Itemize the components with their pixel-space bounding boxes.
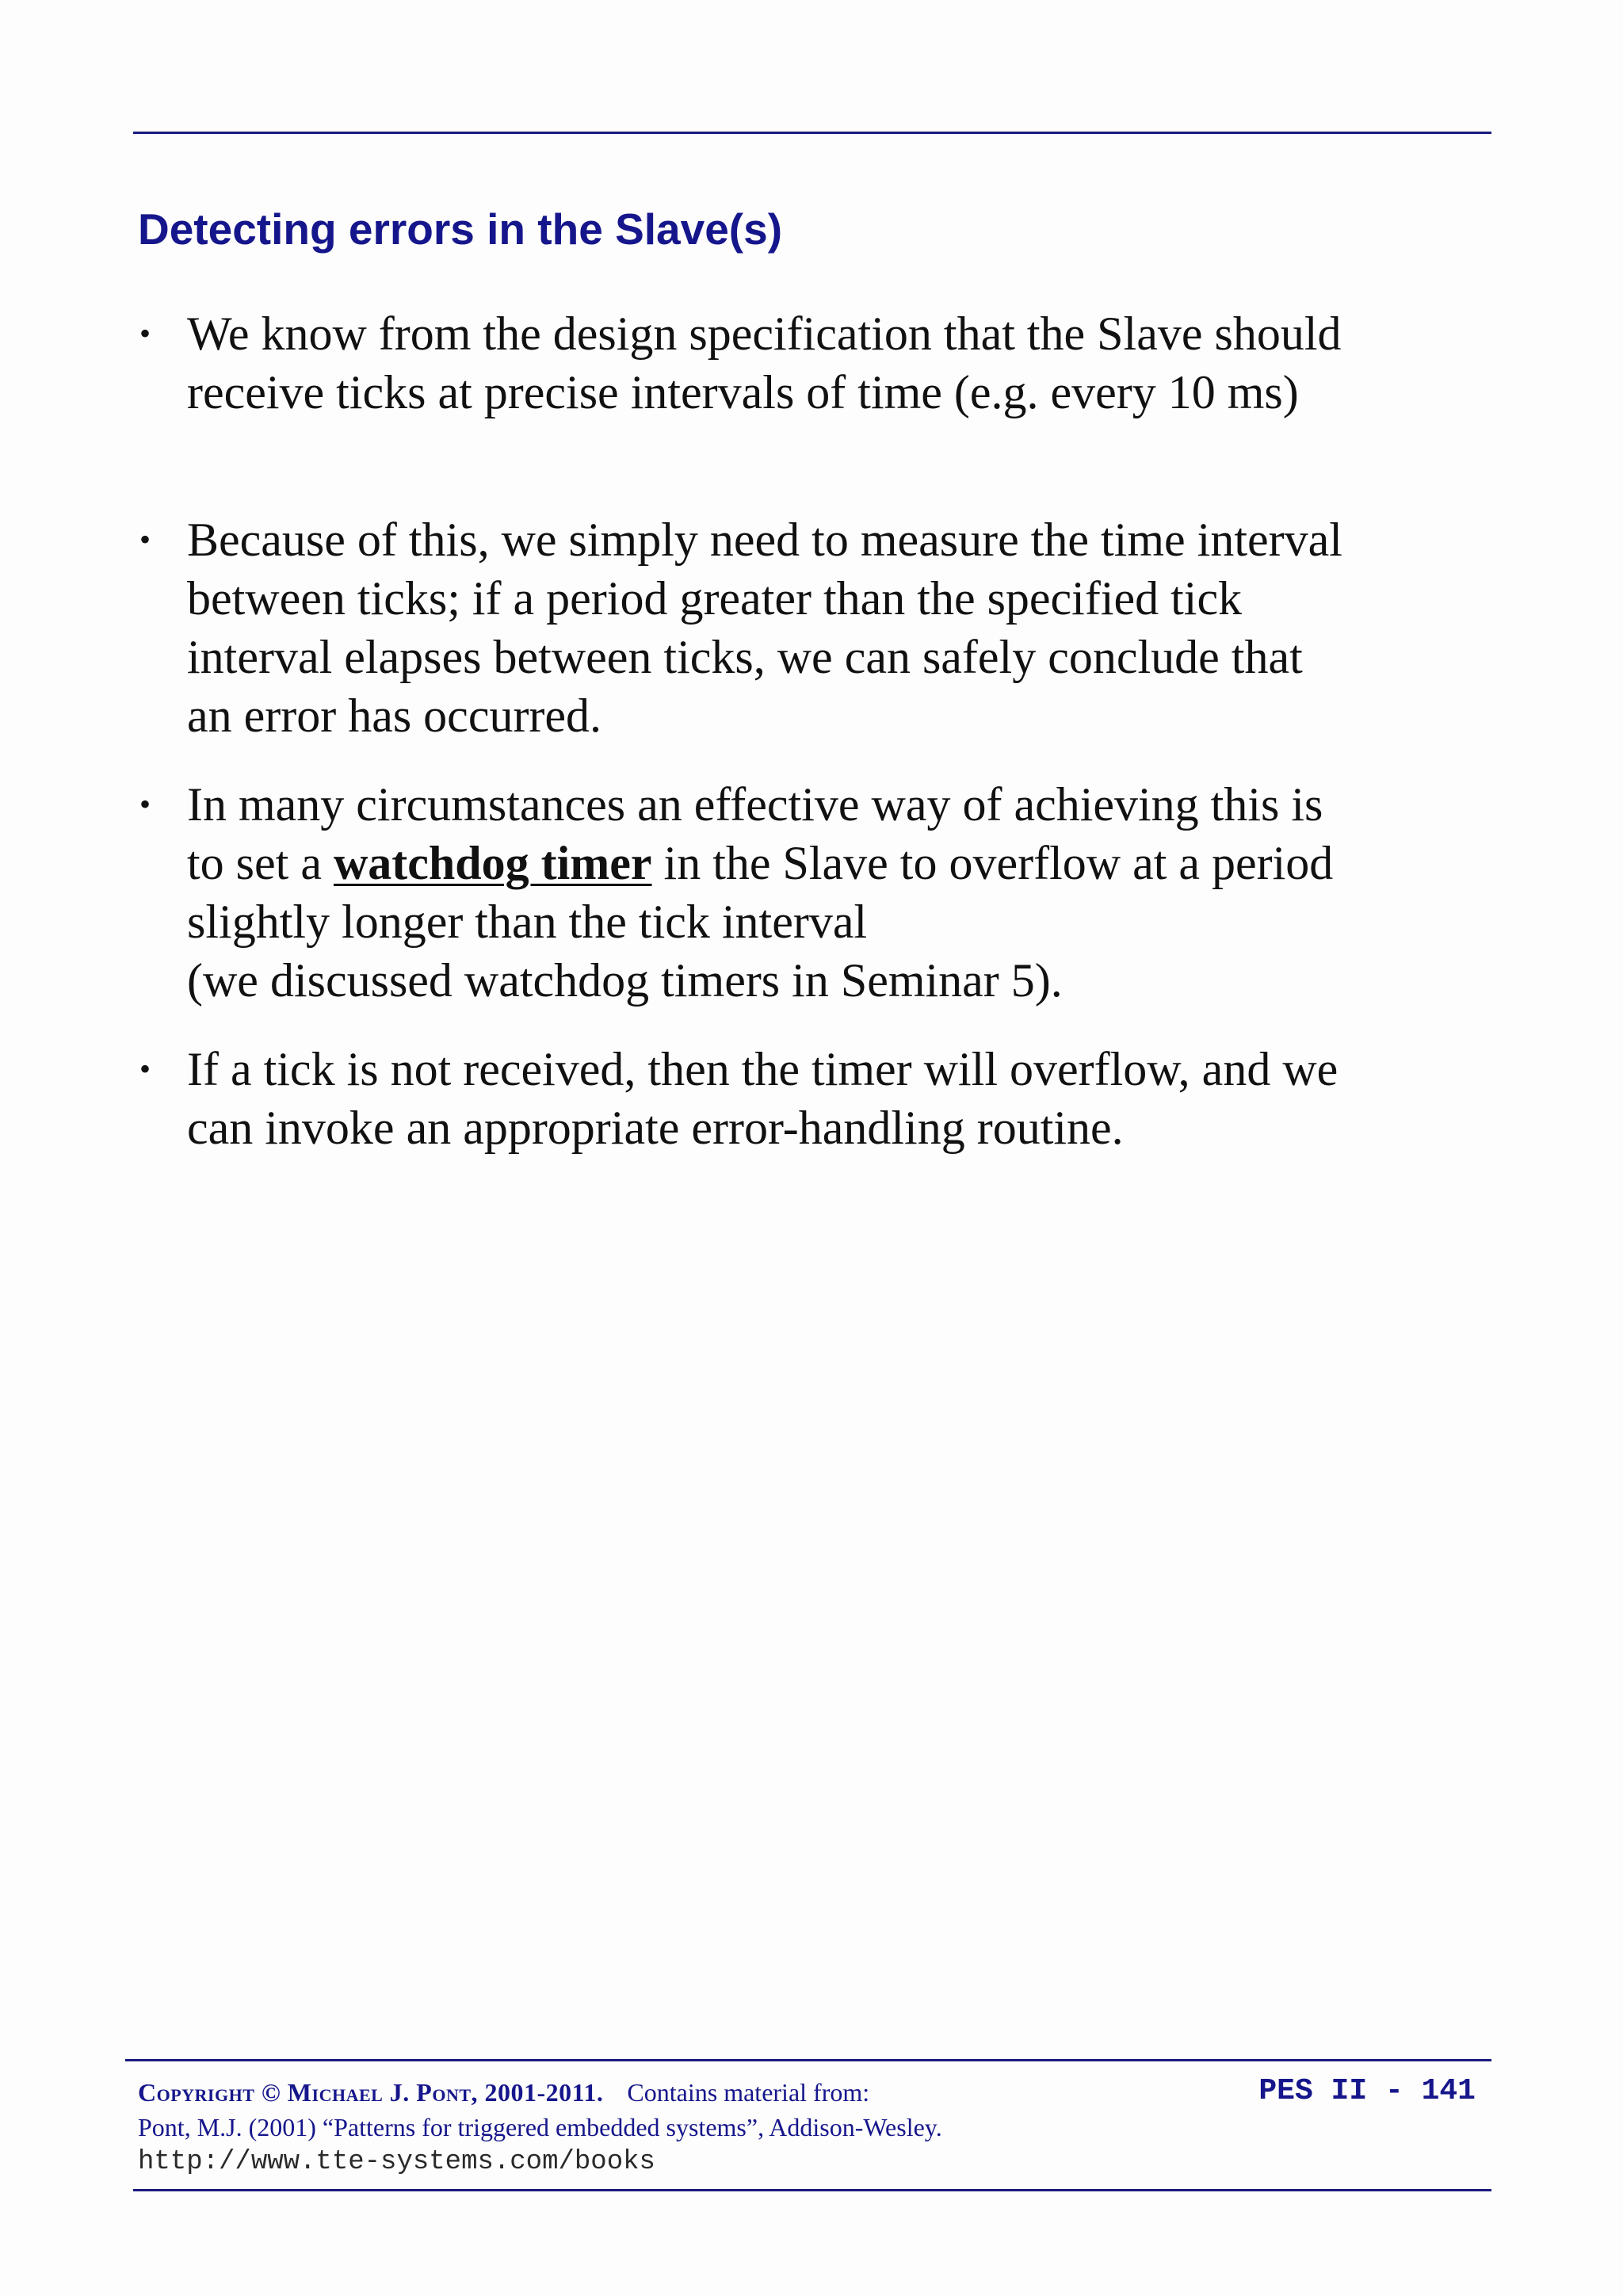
contains-material: Contains material from: <box>627 2078 870 2107</box>
footer-bottom-rule <box>133 2189 1491 2191</box>
bullet-item <box>138 510 1406 745</box>
bullet-line: (we discussed watchdog timers in Seminar 5). <box>187 954 1063 1007</box>
bullet-icon: • <box>139 786 151 822</box>
bullet-line: In many circumstances an effective way of achieving this is <box>187 778 1323 831</box>
bullet-line: If a tick is not received, then the timer will overflow, and we <box>187 1043 1338 1095</box>
footer-line-1 <box>138 2075 942 2110</box>
bullet-line: interval elapses between ticks, we can safely conclude that <box>187 631 1303 683</box>
footer-url: http://www.tte-systems.com/books <box>138 2147 655 2177</box>
bullet-text: in the Slave to overflow at a period <box>651 837 1334 889</box>
bullet-icon: • <box>139 315 151 351</box>
bullet-line: between ticks; if a period greater than the specified tick <box>187 572 1243 625</box>
copyright-notice: Copyright © Michael J. Pont, 2001-2011. <box>138 2078 604 2107</box>
slide-title: Detecting errors in the Slave(s) <box>138 204 783 254</box>
bullet-list <box>138 304 1406 1157</box>
bullet-item <box>138 1040 1406 1157</box>
bullet-text: to set a <box>187 837 334 889</box>
citation: Pont, M.J. (2001) “Patterns for triggered embedded systems”, Addison-Wesley. <box>138 2113 942 2141</box>
bullet-line: receive ticks at precise intervals of time (e.g. every 10 ms) <box>187 366 1299 418</box>
bullet-line: slightly longer than the tick interval <box>187 896 868 948</box>
bullet-line: Because of this, we simply need to measure the time interval <box>187 514 1342 566</box>
bullet-line <box>187 834 1406 892</box>
bullet-line: We know from the design specification that the Slave should <box>187 308 1342 360</box>
page-number: PES II - 141 <box>1258 2074 1476 2108</box>
footer-credits <box>138 2075 942 2179</box>
bullet-icon: • <box>139 1051 151 1087</box>
bullet-item <box>138 775 1406 1010</box>
bullet-item <box>138 304 1406 422</box>
header-rule <box>133 132 1491 134</box>
watchdog-timer-term: watchdog timer <box>333 837 652 889</box>
bullet-icon: • <box>139 521 151 557</box>
footer-top-rule <box>125 2059 1491 2061</box>
bullet-line: an error has occurred. <box>187 690 602 742</box>
bullet-line: can invoke an appropriate error-handling routine. <box>187 1102 1124 1154</box>
